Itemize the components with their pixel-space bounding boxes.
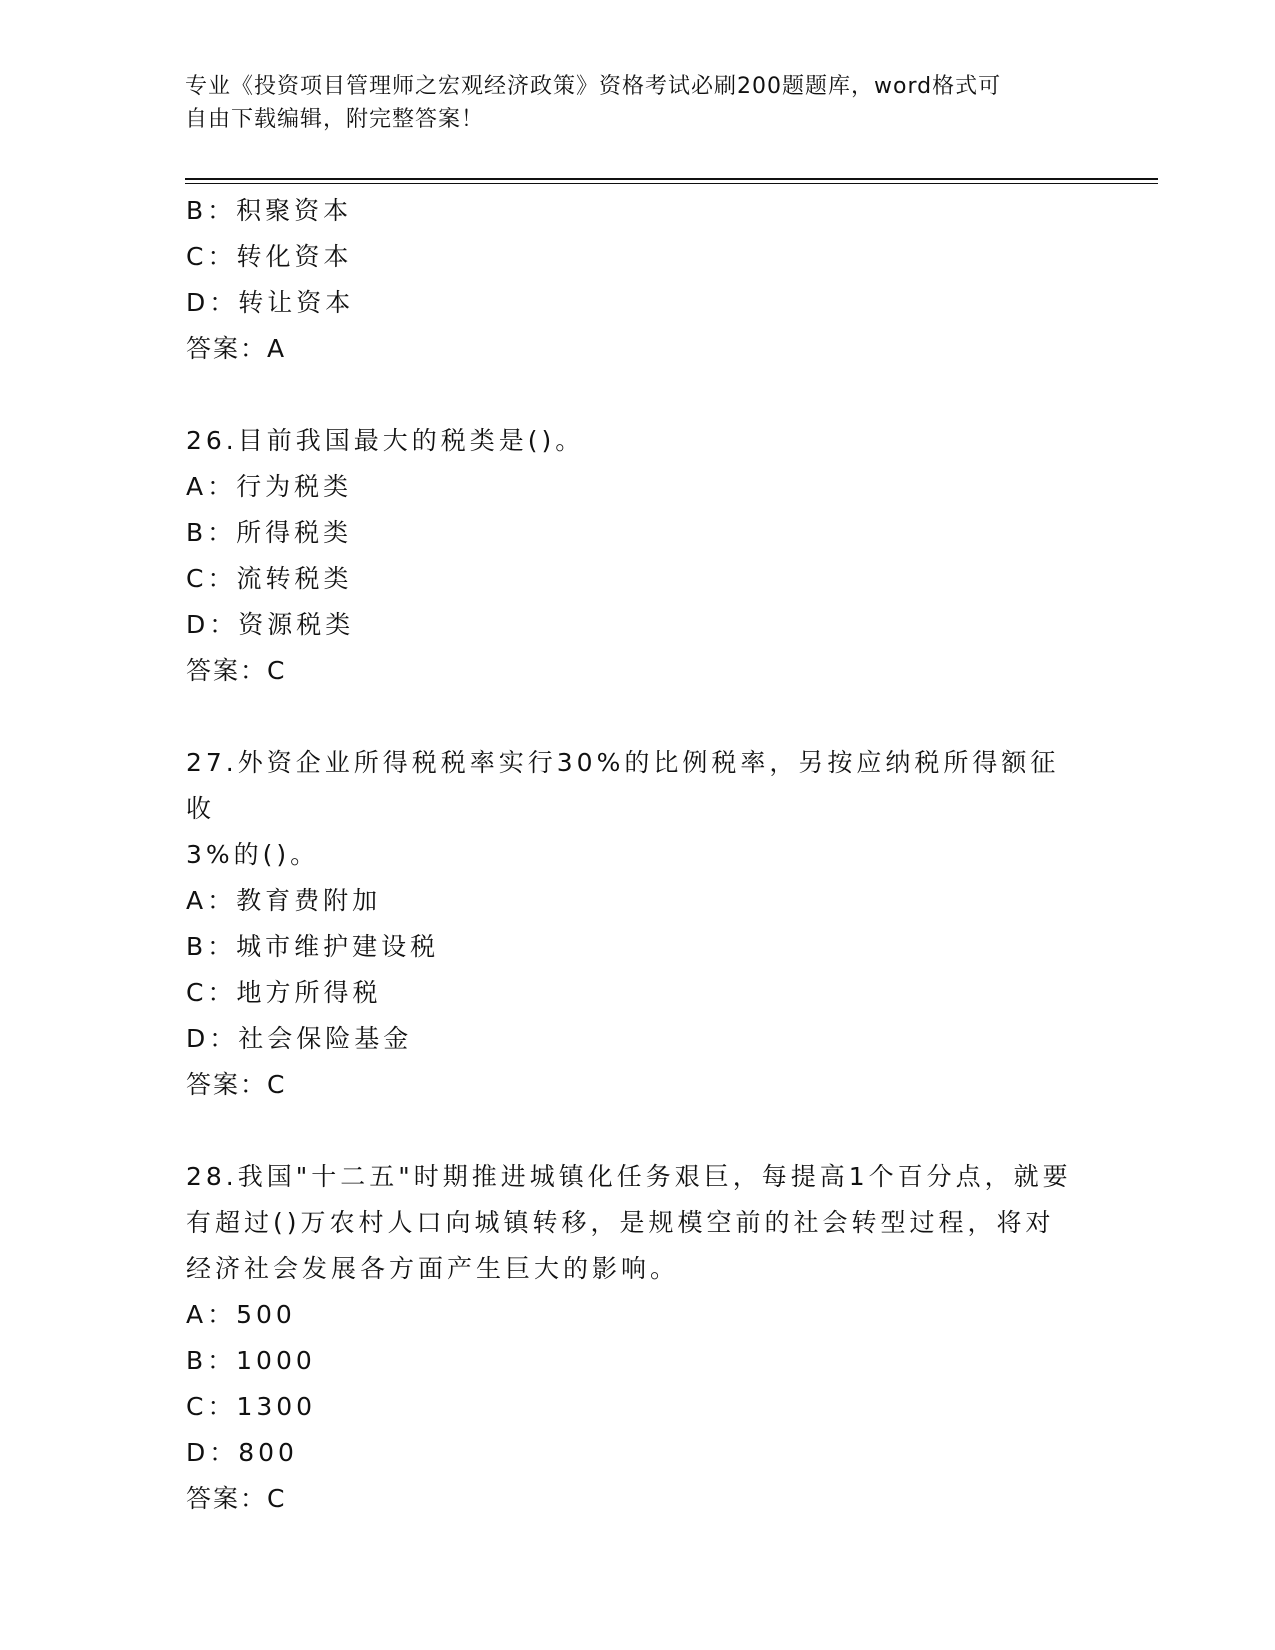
option-d: D：资源税类 xyxy=(186,610,355,639)
question-stem-line-2: 3%的()。 xyxy=(186,840,320,869)
question-list xyxy=(186,188,1086,1522)
question-stem-line-2: 有超过()万农村人口向城镇转移，是规模空前的社会转型过程，将对 xyxy=(186,1208,1055,1237)
answer: 答案：C xyxy=(186,1484,287,1513)
option-c: C：地方所得税 xyxy=(186,978,382,1007)
document-header xyxy=(185,70,1065,136)
answer: 答案：C xyxy=(186,1070,287,1099)
option-c: C：1300 xyxy=(186,1392,317,1421)
header-title-line-1: 专业《投资项目管理师之宏观经济政策》资格考试必刷200题题库，word格式可 xyxy=(185,74,1002,99)
question-stem-line-1: 27.外资企业所得税税率实行30%的比例税率，另按应纳税所得额征收 xyxy=(186,748,1060,823)
option-d: D：社会保险基金 xyxy=(186,1024,413,1053)
header-divider xyxy=(185,178,1158,180)
option-b: B：所得税类 xyxy=(186,518,353,547)
answer: 答案：C xyxy=(186,656,287,685)
option-a: A：行为税类 xyxy=(186,472,353,501)
question-26 xyxy=(186,418,1086,694)
question-25-tail xyxy=(186,188,1086,372)
option-c: C：转化资本 xyxy=(186,242,353,271)
question-27 xyxy=(186,740,1086,1108)
header-divider-secondary xyxy=(185,183,1158,184)
option-b: B：1000 xyxy=(186,1346,316,1375)
option-c: C：流转税类 xyxy=(186,564,353,593)
question-stem-line-1: 28.我国"十二五"时期推进城镇化任务艰巨，每提高1个百分点，就要 xyxy=(186,1162,1072,1191)
question-stem: 26.目前我国最大的税类是()。 xyxy=(186,426,585,455)
header-title-line-2: 自由下载编辑，附完整答案！ xyxy=(185,107,485,132)
option-b: B：城市维护建设税 xyxy=(186,932,440,961)
option-d: D：转让资本 xyxy=(186,288,355,317)
option-a: A：500 xyxy=(186,1300,296,1329)
option-d: D：800 xyxy=(186,1438,298,1467)
option-b: B：积聚资本 xyxy=(186,196,353,225)
answer: 答案：A xyxy=(186,334,287,363)
question-stem-line-3: 经济社会发展各方面产生巨大的影响。 xyxy=(186,1254,680,1283)
option-a: A：教育费附加 xyxy=(186,886,382,915)
question-28 xyxy=(186,1154,1086,1522)
